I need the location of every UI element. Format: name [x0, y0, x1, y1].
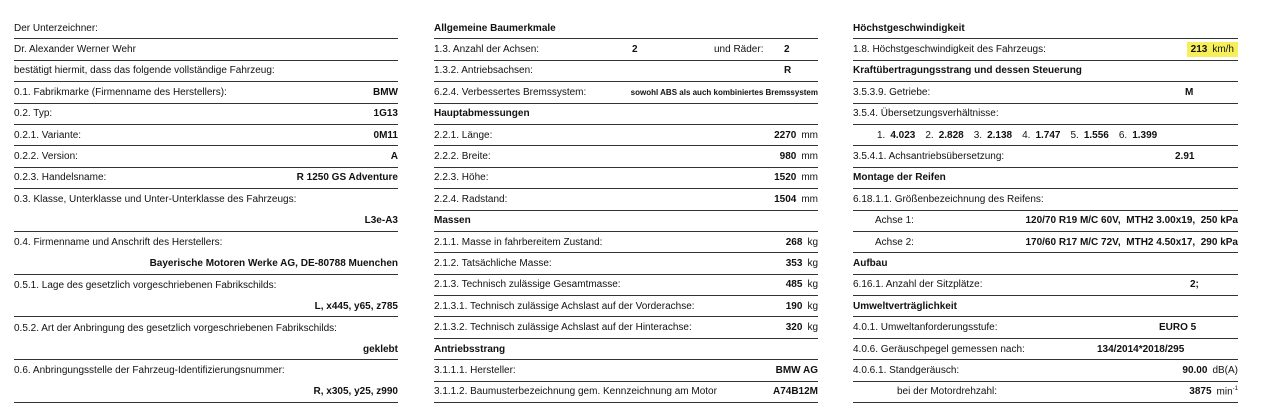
rpm-unit-base: min [1216, 386, 1233, 398]
rear-axle-value: 320 [785, 322, 803, 334]
gear-ratio: 1.399 [1132, 129, 1158, 141]
class-value-row [14, 211, 398, 232]
plate-loc-value: L, x445, y65, z785 [314, 300, 398, 312]
plate-attach-value-row [14, 339, 398, 360]
make-row [14, 82, 398, 103]
trans-heading-row [853, 61, 1238, 82]
final-drive-label: 3.5.4.1. Achsantriebsübersetzung: [853, 151, 1005, 163]
engine-code-label: 3.1.1.2. Baumusterbezeichnung gem. Kennzeichnung am Motor [434, 386, 717, 398]
intro-row [14, 18, 398, 39]
mfr-value: Bayerische Motoren Werke AG, DE-80788 Muenchen [149, 257, 398, 269]
axles-row [434, 39, 818, 60]
vin-label: 0.6. Anbringungsstelle der Fahrzeug-Identifizierungsnummer: [14, 365, 285, 377]
final-drive-row [853, 146, 1238, 167]
noise-value: 134/2014*2018/295 [1097, 343, 1185, 355]
seats-row [853, 275, 1238, 296]
axle1-label: Achse 1: [875, 215, 914, 227]
class-label: 0.3. Klasse, Unterklasse und Unter-Unterklasse des Fahrzeugs: [14, 194, 297, 206]
rpm-unit-exponent: -1 [1232, 386, 1238, 393]
axle2-row [853, 232, 1238, 253]
length-value: 2270 [774, 129, 797, 141]
signer-row [14, 39, 398, 60]
plate-attach-value: geklebt [362, 343, 398, 355]
type-row [14, 104, 398, 125]
width-value: 980 [779, 151, 797, 163]
signer-name: Dr. Alexander Werner Wehr [14, 44, 136, 56]
make-label: 0.1. Fabrikmarke (Firmenname des Herstellers): [14, 86, 227, 98]
confirm-row [14, 61, 398, 82]
speed-value: 213 [1190, 44, 1208, 56]
axles-value: 2 [632, 44, 638, 56]
plate-loc-label-row [14, 275, 398, 296]
height-row [434, 168, 818, 189]
width-label: 2.2.2. Breite: [434, 151, 491, 163]
vin-label-row [14, 360, 398, 381]
rpm-unit [1217, 386, 1238, 397]
variant-value: 0M11 [373, 129, 398, 141]
wheels-label: und Räder: [714, 44, 764, 56]
gear-ratio: 4.023 [890, 129, 916, 141]
version-value: A [390, 151, 398, 163]
front-axle-row [434, 296, 818, 317]
ratios-label-row [853, 104, 1238, 125]
rear-axle-row [434, 317, 818, 338]
drive-heading: Antriebsstrang [434, 343, 506, 355]
brake-label: 6.2.4. Verbessertes Bremssystem: [434, 86, 587, 98]
mass-actual-unit: kg [807, 257, 818, 269]
stand-noise-label: 4.0.6.1. Standgeräusch: [853, 364, 960, 376]
axle2-label: Achse 2: [875, 236, 914, 248]
euro-row [853, 317, 1238, 338]
gearbox-value: M [1185, 86, 1194, 98]
front-axle-unit: kg [807, 300, 818, 312]
final-drive-value: 2.91 [1175, 151, 1195, 163]
front-axle-label: 2.1.3.1. Technisch zulässige Achslast auf der Vorderachse: [434, 300, 695, 312]
engine-code-value: A74B12M [772, 386, 818, 398]
speed-heading-row [853, 18, 1238, 39]
wheelbase-row [434, 189, 818, 210]
version-label: 0.2.2. Version: [14, 151, 78, 163]
speed-highlight [1187, 42, 1238, 57]
stand-noise-value: 90.00 [1182, 364, 1208, 376]
gear-ratio: 1.556 [1083, 129, 1109, 141]
length-label: 2.2.1. Länge: [434, 129, 493, 141]
plate-loc-value-row [14, 296, 398, 317]
dims-heading: Hauptabmessungen [434, 108, 530, 120]
engine-mfr-label: 3.1.1.1. Hersteller: [434, 364, 516, 376]
class-value: L3e-A3 [364, 215, 398, 227]
height-label: 2.2.3. Höhe: [434, 172, 489, 184]
mass-actual-row [434, 253, 818, 274]
gear-ratio: 2.828 [938, 129, 964, 141]
brake-value: sowohl ABS als auch kombiniertes Bremssystem [630, 87, 818, 97]
gear-number: 6. [1118, 129, 1128, 141]
wheels-value: 2 [784, 44, 790, 56]
mass-total-row [434, 275, 818, 296]
driven-label: 1.3.2. Antriebsachsen: [434, 65, 533, 77]
brake-row [434, 82, 818, 103]
confirm-text: bestätigt hiermit, dass das folgende vollständige Fahrzeug: [14, 65, 275, 77]
mass-heading-row [434, 211, 818, 232]
trade-value: R 1250 GS Adventure [296, 172, 398, 184]
plate-attach-label: 0.5.2. Art der Anbringung des gesetzlich vorgeschriebenen Fabrikschilds: [14, 322, 337, 334]
trade-row [14, 168, 398, 189]
tyre-size-label: 6.18.1.1. Größenbezeichnung des Reifens: [853, 193, 1044, 205]
ratio-item [877, 130, 915, 141]
height-unit: mm [801, 172, 818, 184]
plate-attach-label-row [14, 317, 398, 338]
plate-loc-label: 0.5.1. Lage des gesetzlich vorgeschriebenen Fabrikschilds: [14, 279, 277, 291]
version-row [14, 146, 398, 167]
make-value: BMW [373, 86, 398, 98]
ratio-item [974, 130, 1012, 141]
ratio-item [925, 130, 963, 141]
ratio-item [1119, 130, 1157, 141]
type-value: 1G13 [373, 108, 398, 120]
ratio-item [1022, 130, 1060, 141]
mass-total-unit: kg [807, 279, 818, 291]
noise-label: 4.0.6. Geräuschpegel gemessen nach: [853, 343, 1025, 355]
mass-total-label: 2.1.3. Technisch zulässige Gesamtmasse: [434, 279, 621, 291]
axle2-value: 170/60 R17 M/C 72V, MTH2 4.50x17, 290 kPa [1025, 236, 1238, 248]
type-label: 0.2. Typ: [14, 108, 53, 120]
variant-label: 0.2.1. Variante: [14, 129, 82, 141]
variant-row [14, 125, 398, 146]
mfr-value-row [14, 253, 398, 274]
stand-noise-row [853, 360, 1238, 381]
right-panel [853, 18, 1238, 403]
front-axle-value: 190 [785, 300, 803, 312]
width-unit: mm [801, 151, 818, 163]
euro-value: EURO 5 [1159, 322, 1197, 334]
driven-row [434, 61, 818, 82]
mass-running-label: 2.1.1. Masse in fahrbereitem Zustand: [434, 236, 603, 248]
mfr-label-row [14, 232, 398, 253]
engine-mfr-row [434, 360, 818, 381]
mass-running-value: 268 [785, 236, 803, 248]
wheelbase-value: 1504 [774, 193, 797, 205]
body-heading-row [853, 253, 1238, 274]
tyres-heading: Montage der Reifen [853, 172, 946, 184]
speed-row [853, 39, 1238, 60]
env-heading-row [853, 296, 1238, 317]
axle1-row [853, 211, 1238, 232]
noise-row [853, 339, 1238, 360]
tyre-size-row [853, 189, 1238, 210]
gearbox-label: 3.5.3.9. Getriebe: [853, 86, 931, 98]
class-label-row [14, 189, 398, 210]
axles-label: 1.3. Anzahl der Achsen: [434, 44, 540, 56]
drive-heading-row [434, 339, 818, 360]
vin-value: R, x305, y25, z990 [313, 386, 398, 398]
engine-code-row [434, 382, 818, 403]
mass-actual-value: 353 [785, 257, 803, 269]
gear-number: 4. [1022, 129, 1031, 141]
vin-value-row [14, 382, 398, 403]
ratios-row [853, 125, 1238, 146]
general-heading-row [434, 18, 818, 39]
gear-number: 2. [925, 129, 934, 141]
mfr-label: 0.4. Firmenname und Anschrift des Herstellers: [14, 237, 223, 249]
height-value: 1520 [774, 172, 797, 184]
rpm-label: bei der Motordrehzahl: [897, 386, 998, 398]
middle-panel [434, 18, 818, 403]
ratios-label: 3.5.4. Übersetzungsverhältnisse: [853, 108, 999, 120]
rpm-row [853, 382, 1238, 403]
mass-running-unit: kg [807, 236, 818, 248]
seats-label: 6.16.1. Anzahl der Sitzplätze: [853, 279, 983, 291]
speed-label: 1.8. Höchstgeschwindigkeit des Fahrzeugs: [853, 44, 1046, 56]
seats-value: 2; [1190, 279, 1199, 291]
trade-label: 0.2.3. Handelsname: [14, 172, 107, 184]
wheelbase-unit: mm [801, 193, 818, 205]
rear-axle-unit: kg [807, 322, 818, 334]
ratio-item [1071, 130, 1109, 141]
intro-signer: Der Unterzeichner: [14, 22, 98, 34]
euro-label: 4.0.1. Umweltanforderungsstufe: [853, 322, 998, 334]
width-row [434, 146, 818, 167]
mass-heading: Massen [434, 215, 471, 227]
stand-noise-unit: dB(A) [1212, 364, 1238, 376]
gear-number: 1. [877, 129, 886, 141]
axle1-value: 120/70 R19 M/C 60V, MTH2 3.00x19, 250 kPa [1025, 215, 1238, 227]
gear-ratio: 2.138 [987, 129, 1013, 141]
gear-ratio: 1.747 [1035, 129, 1061, 141]
speed-heading: Höchstgeschwindigkeit [853, 22, 965, 34]
trans-heading: Kraftübertragungsstrang und dessen Steuerung [853, 65, 1082, 77]
engine-mfr-value: BMW AG [775, 364, 818, 376]
mass-total-value: 485 [785, 279, 803, 291]
mass-running-row [434, 232, 818, 253]
rear-axle-label: 2.1.3.2. Technisch zulässige Achslast auf der Hinterachse: [434, 322, 692, 334]
length-row [434, 125, 818, 146]
driven-value: R [784, 65, 792, 77]
rpm-value: 3875 [1189, 386, 1212, 398]
wheelbase-label: 2.2.4. Radstand: [434, 193, 508, 205]
gearbox-row [853, 82, 1238, 103]
speed-unit: km/h [1212, 44, 1234, 56]
gear-number: 5. [1070, 129, 1079, 141]
tyres-heading-row [853, 168, 1238, 189]
left-panel [14, 18, 398, 403]
dims-heading-row [434, 104, 818, 125]
body-heading: Aufbau [853, 257, 888, 269]
length-unit: mm [801, 129, 818, 141]
gear-number: 3. [973, 129, 983, 141]
mass-actual-label: 2.1.2. Tatsächliche Masse: [434, 257, 552, 269]
general-heading: Allgemeine Baumerkmale [434, 22, 556, 34]
env-heading: Umweltverträglichkeit [853, 300, 957, 312]
